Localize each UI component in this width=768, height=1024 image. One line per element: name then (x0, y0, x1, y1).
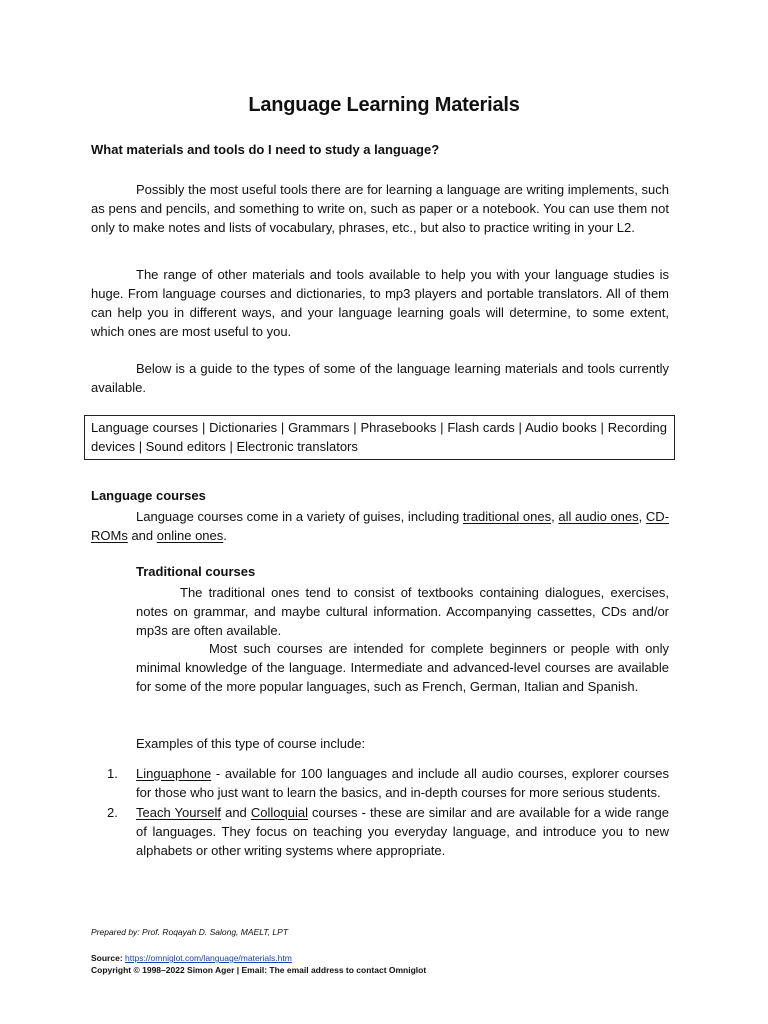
intro-paragraph-3 (91, 359, 669, 397)
list-item (107, 803, 669, 860)
question-heading: What materials and tools do I need to study a language? (91, 142, 440, 157)
traditional-p2-text: Most such courses are intended for complete beginners or people with only minimal knowledge of the language. Intermediate and advanced-level courses are available for some of the more popular languages, such as French, German, Italian and Spanish. (136, 641, 669, 694)
linguaphone-link[interactable]: Linguaphone (136, 766, 212, 781)
traditional-paragraph-2 (136, 639, 669, 696)
online-ones-link[interactable]: online ones (156, 528, 224, 543)
traditional-p1-text: The traditional ones tend to consist of textbooks containing dialogues, exercises, notes on grammar, and maybe cultural information. Accompanying cassettes, CDs and/or mp3s are often available. (136, 585, 669, 638)
traditional-ones-link[interactable]: traditional ones (462, 509, 552, 524)
courses-paragraph (91, 507, 669, 545)
examples-intro: Examples of this type of course include: (136, 736, 366, 751)
cd-roms-link[interactable]: CD-ROMs (91, 509, 670, 543)
examples-list (107, 764, 669, 861)
list-item (107, 764, 669, 802)
language-courses-heading: Language courses (91, 488, 206, 503)
list-item-text: courses - these are similar and are available for a wide range of languages. They focus on teaching you everyday language, and introduce you to new alphabets or other writing systems where appropriate. (136, 805, 669, 858)
intro-paragraph-2 (91, 265, 669, 341)
page-title: Language Learning Materials (248, 94, 520, 116)
colloquial-link[interactable]: Colloquial (250, 805, 308, 820)
copyright-line: Copyright © 1998–2022 Simon Ager | Email: The email address to contact Omniglot (91, 965, 427, 975)
courses-text: Language courses come in a variety of guises, including (136, 509, 463, 524)
intro-p3-text: Below is a guide to the types of some of the language learning materials and tools currently available. (91, 361, 669, 395)
list-item-text: and (221, 805, 251, 820)
list-item-text: - available for 100 languages and include all audio courses, explorer courses for those who just want to learn the basics, and in-depth courses for more serious students. (136, 766, 669, 800)
list-number: 1. (107, 766, 118, 781)
source-link[interactable]: https://omniglot.com/language/materials.htm (125, 953, 292, 963)
intro-p2-text: The range of other materials and tools available to help you with your language studies is huge. From language courses and dictionaries, to mp3 players and portable translators. All of them can help you in different ways, and your language learning goals will determine, to some extent, which ones are most useful to you. (91, 267, 669, 339)
source-line (91, 953, 292, 963)
sep: , (638, 509, 646, 524)
intro-paragraph-1 (91, 180, 669, 237)
teach-yourself-link[interactable]: Teach Yourself (136, 805, 222, 820)
traditional-paragraph-1 (136, 583, 669, 640)
materials-nav-box[interactable]: Language courses | Dictionaries | Grammars | Phrasebooks | Flash cards | Audio books | Recording devices | Sound editors | Electronic translators (84, 415, 675, 460)
intro-p1-text: Possibly the most useful tools there are for learning a language are writing implements, such as pens and pencils, and something to write on, such as paper or a notebook. You can use them not only to make notes and lists of vocabulary, phrases, etc., but also to practice writing in your L2. (91, 182, 669, 235)
all-audio-ones-link[interactable]: all audio ones (558, 509, 639, 524)
source-label: Source: (91, 953, 126, 963)
end-period: . (223, 528, 227, 543)
sep: and (127, 528, 157, 543)
traditional-courses-heading: Traditional courses (136, 564, 256, 579)
sep: , (551, 509, 559, 524)
list-number: 2. (107, 805, 118, 820)
prepared-by: Prepared by: Prof. Roqayah D. Salong, MAELT, LPT (91, 927, 289, 937)
